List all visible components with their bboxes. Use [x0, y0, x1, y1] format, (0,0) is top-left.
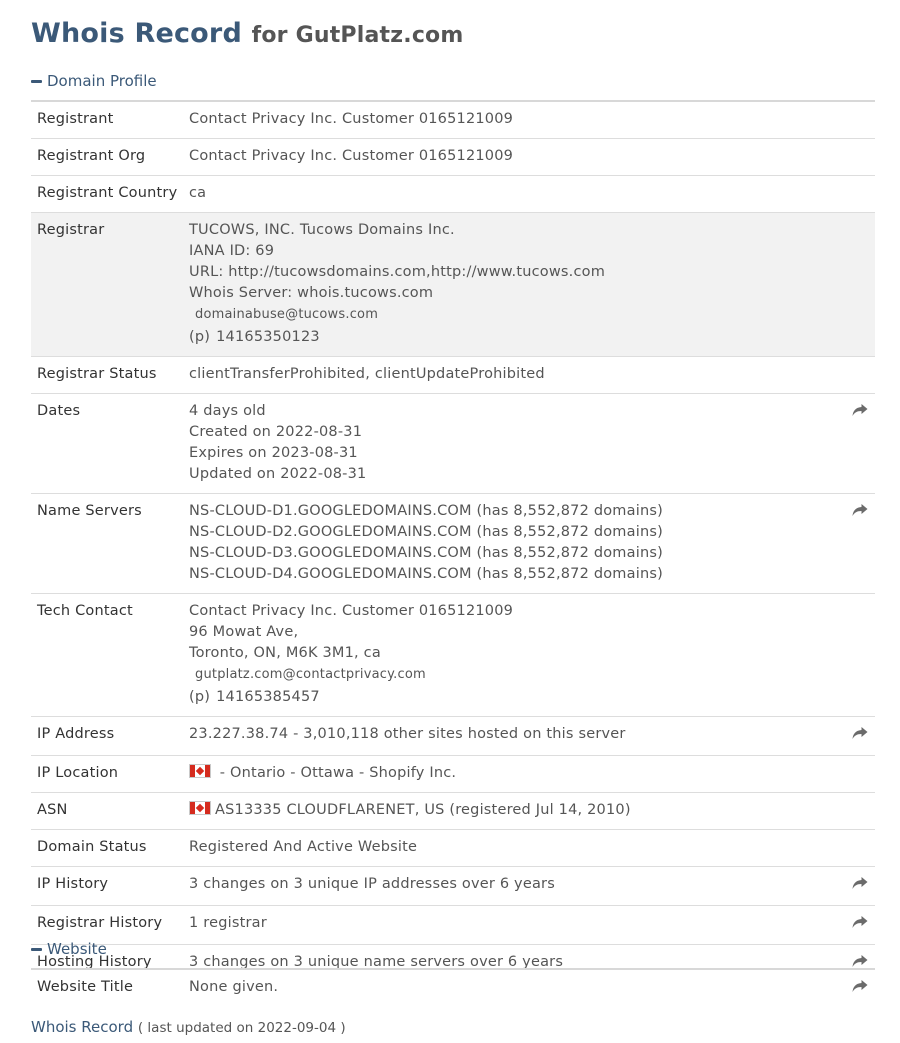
row-value: Contact Privacy Inc. Customer 0165121009 [189, 148, 514, 164]
tech-contact-name: Contact Privacy Inc. Customer 0165121009 [189, 603, 514, 619]
section-domain-profile-toggle[interactable] [31, 72, 157, 90]
row-value: 3 changes on 3 unique IP addresses over 6 years [189, 876, 555, 892]
row-label: Website Title [37, 979, 134, 995]
row-label: Registrar Status [37, 366, 157, 382]
section-website-toggle[interactable] [31, 940, 107, 958]
page-title-main: Whois Record [31, 18, 242, 49]
row-registrant-country [31, 176, 875, 213]
row-domain-status [31, 830, 875, 867]
phone-number: 14165385457 [216, 689, 320, 705]
row-label: IP Address [37, 726, 115, 742]
registrar-whois-server: Whois Server: whois.tucows.com [189, 285, 434, 301]
row-label: Registrar [37, 222, 105, 238]
row-value: 3 changes on 3 unique name servers over 6 years [189, 954, 564, 970]
row-label: IP History [37, 876, 109, 892]
row-registrant-org [31, 139, 875, 176]
row-dates [31, 394, 875, 494]
row-ip-history [31, 867, 875, 906]
row-label: Registrant [37, 111, 114, 127]
minus-icon [31, 948, 42, 951]
registrar-email: domainabuse@tucows.com [195, 307, 379, 322]
registrar-name: TUCOWS, INC. Tucows Domains Inc. [189, 222, 455, 238]
footer [31, 1018, 346, 1036]
date-age: 4 days old [189, 403, 266, 419]
row-label: Registrar History [37, 915, 163, 931]
website-table [31, 968, 875, 1008]
tech-contact-phone [189, 686, 845, 708]
page-title-domain: for GutPlatz.com [251, 23, 464, 48]
registrar-url: URL: http://tucowsdomains.com,http://www.tucows.com [189, 264, 606, 280]
row-value: 1 registrar [189, 915, 267, 931]
name-server: NS-CLOUD-D3.GOOGLEDOMAINS.COM (has 8,552,872 domains) [189, 545, 663, 561]
row-registrant [31, 101, 875, 139]
section-website-title: Website [47, 940, 107, 958]
row-label: Hosting History [37, 954, 152, 970]
row-registrar-history [31, 906, 875, 945]
row-value: Contact Privacy Inc. Customer 0165121009 [189, 111, 514, 127]
row-label: Tech Contact [37, 603, 133, 619]
row-asn [31, 793, 875, 830]
row-label: Registrant Org [37, 148, 146, 164]
share-arrow-icon[interactable] [852, 876, 868, 890]
canada-flag-icon [189, 801, 211, 815]
share-arrow-icon[interactable] [852, 503, 868, 517]
row-value [189, 394, 845, 494]
row-name-servers [31, 494, 875, 594]
section-domain-profile-title: Domain Profile [47, 72, 157, 90]
row-registrar [31, 213, 875, 357]
share-arrow-icon[interactable] [852, 726, 868, 740]
ip-location-text: - Ontario - Ottawa - Shopify Inc. [215, 765, 457, 781]
share-arrow-icon[interactable] [852, 915, 868, 929]
share-arrow-icon[interactable] [852, 979, 868, 993]
row-label: IP Location [37, 765, 119, 781]
footer-last-updated: ( last updated on 2022-09-04 ) [137, 1020, 346, 1036]
share-arrow-icon[interactable] [852, 954, 868, 968]
row-label: Registrant Country [37, 185, 178, 201]
footer-whois-record-link[interactable]: Whois Record [31, 1018, 134, 1036]
registrar-iana-id: IANA ID: 69 [189, 243, 275, 259]
page-title [31, 18, 464, 49]
row-label: Name Servers [37, 503, 142, 519]
row-value: 23.227.38.74 - 3,010,118 other sites hosted on this server [189, 726, 626, 742]
row-value [189, 213, 845, 357]
tech-contact-email: gutplatz.com@contactprivacy.com [195, 667, 426, 682]
registrar-phone [189, 326, 845, 348]
date-updated: Updated on 2022-08-31 [189, 466, 367, 482]
row-value [189, 756, 845, 793]
date-expires: Expires on 2023-08-31 [189, 445, 358, 461]
row-ip-address [31, 717, 875, 756]
row-label: ASN [37, 802, 68, 818]
row-tech-contact [31, 594, 875, 717]
minus-icon [31, 80, 42, 83]
row-registrar-status [31, 357, 875, 394]
tech-contact-street: 96 Mowat Ave, [189, 624, 299, 640]
name-server: NS-CLOUD-D4.GOOGLEDOMAINS.COM (has 8,552,872 domains) [189, 566, 663, 582]
name-server: NS-CLOUD-D1.GOOGLEDOMAINS.COM (has 8,552,872 domains) [189, 503, 663, 519]
row-value: ca [189, 185, 207, 201]
asn-text: AS13335 CLOUDFLARENET, US (registered Jul 14, 2010) [215, 802, 631, 818]
row-value [189, 793, 845, 830]
date-created: Created on 2022-08-31 [189, 424, 363, 440]
row-value: None given. [189, 979, 279, 995]
share-arrow-icon[interactable] [852, 403, 868, 417]
row-label: Dates [37, 403, 81, 419]
name-server: NS-CLOUD-D2.GOOGLEDOMAINS.COM (has 8,552,872 domains) [189, 524, 663, 540]
row-value: clientTransferProhibited, clientUpdateProhibited [189, 366, 545, 382]
row-label: Domain Status [37, 839, 147, 855]
row-value: Registered And Active Website [189, 839, 418, 855]
row-value [189, 594, 845, 717]
row-ip-location [31, 756, 875, 793]
phone-prefix: (p) [189, 689, 211, 705]
canada-flag-icon [189, 764, 211, 778]
row-website-title [31, 969, 875, 1008]
tech-contact-city: Toronto, ON, M6K 3M1, ca [189, 645, 381, 661]
phone-number: 14165350123 [216, 329, 320, 345]
domain-profile-table [31, 100, 875, 983]
row-value [189, 494, 845, 594]
phone-prefix: (p) [189, 329, 211, 345]
